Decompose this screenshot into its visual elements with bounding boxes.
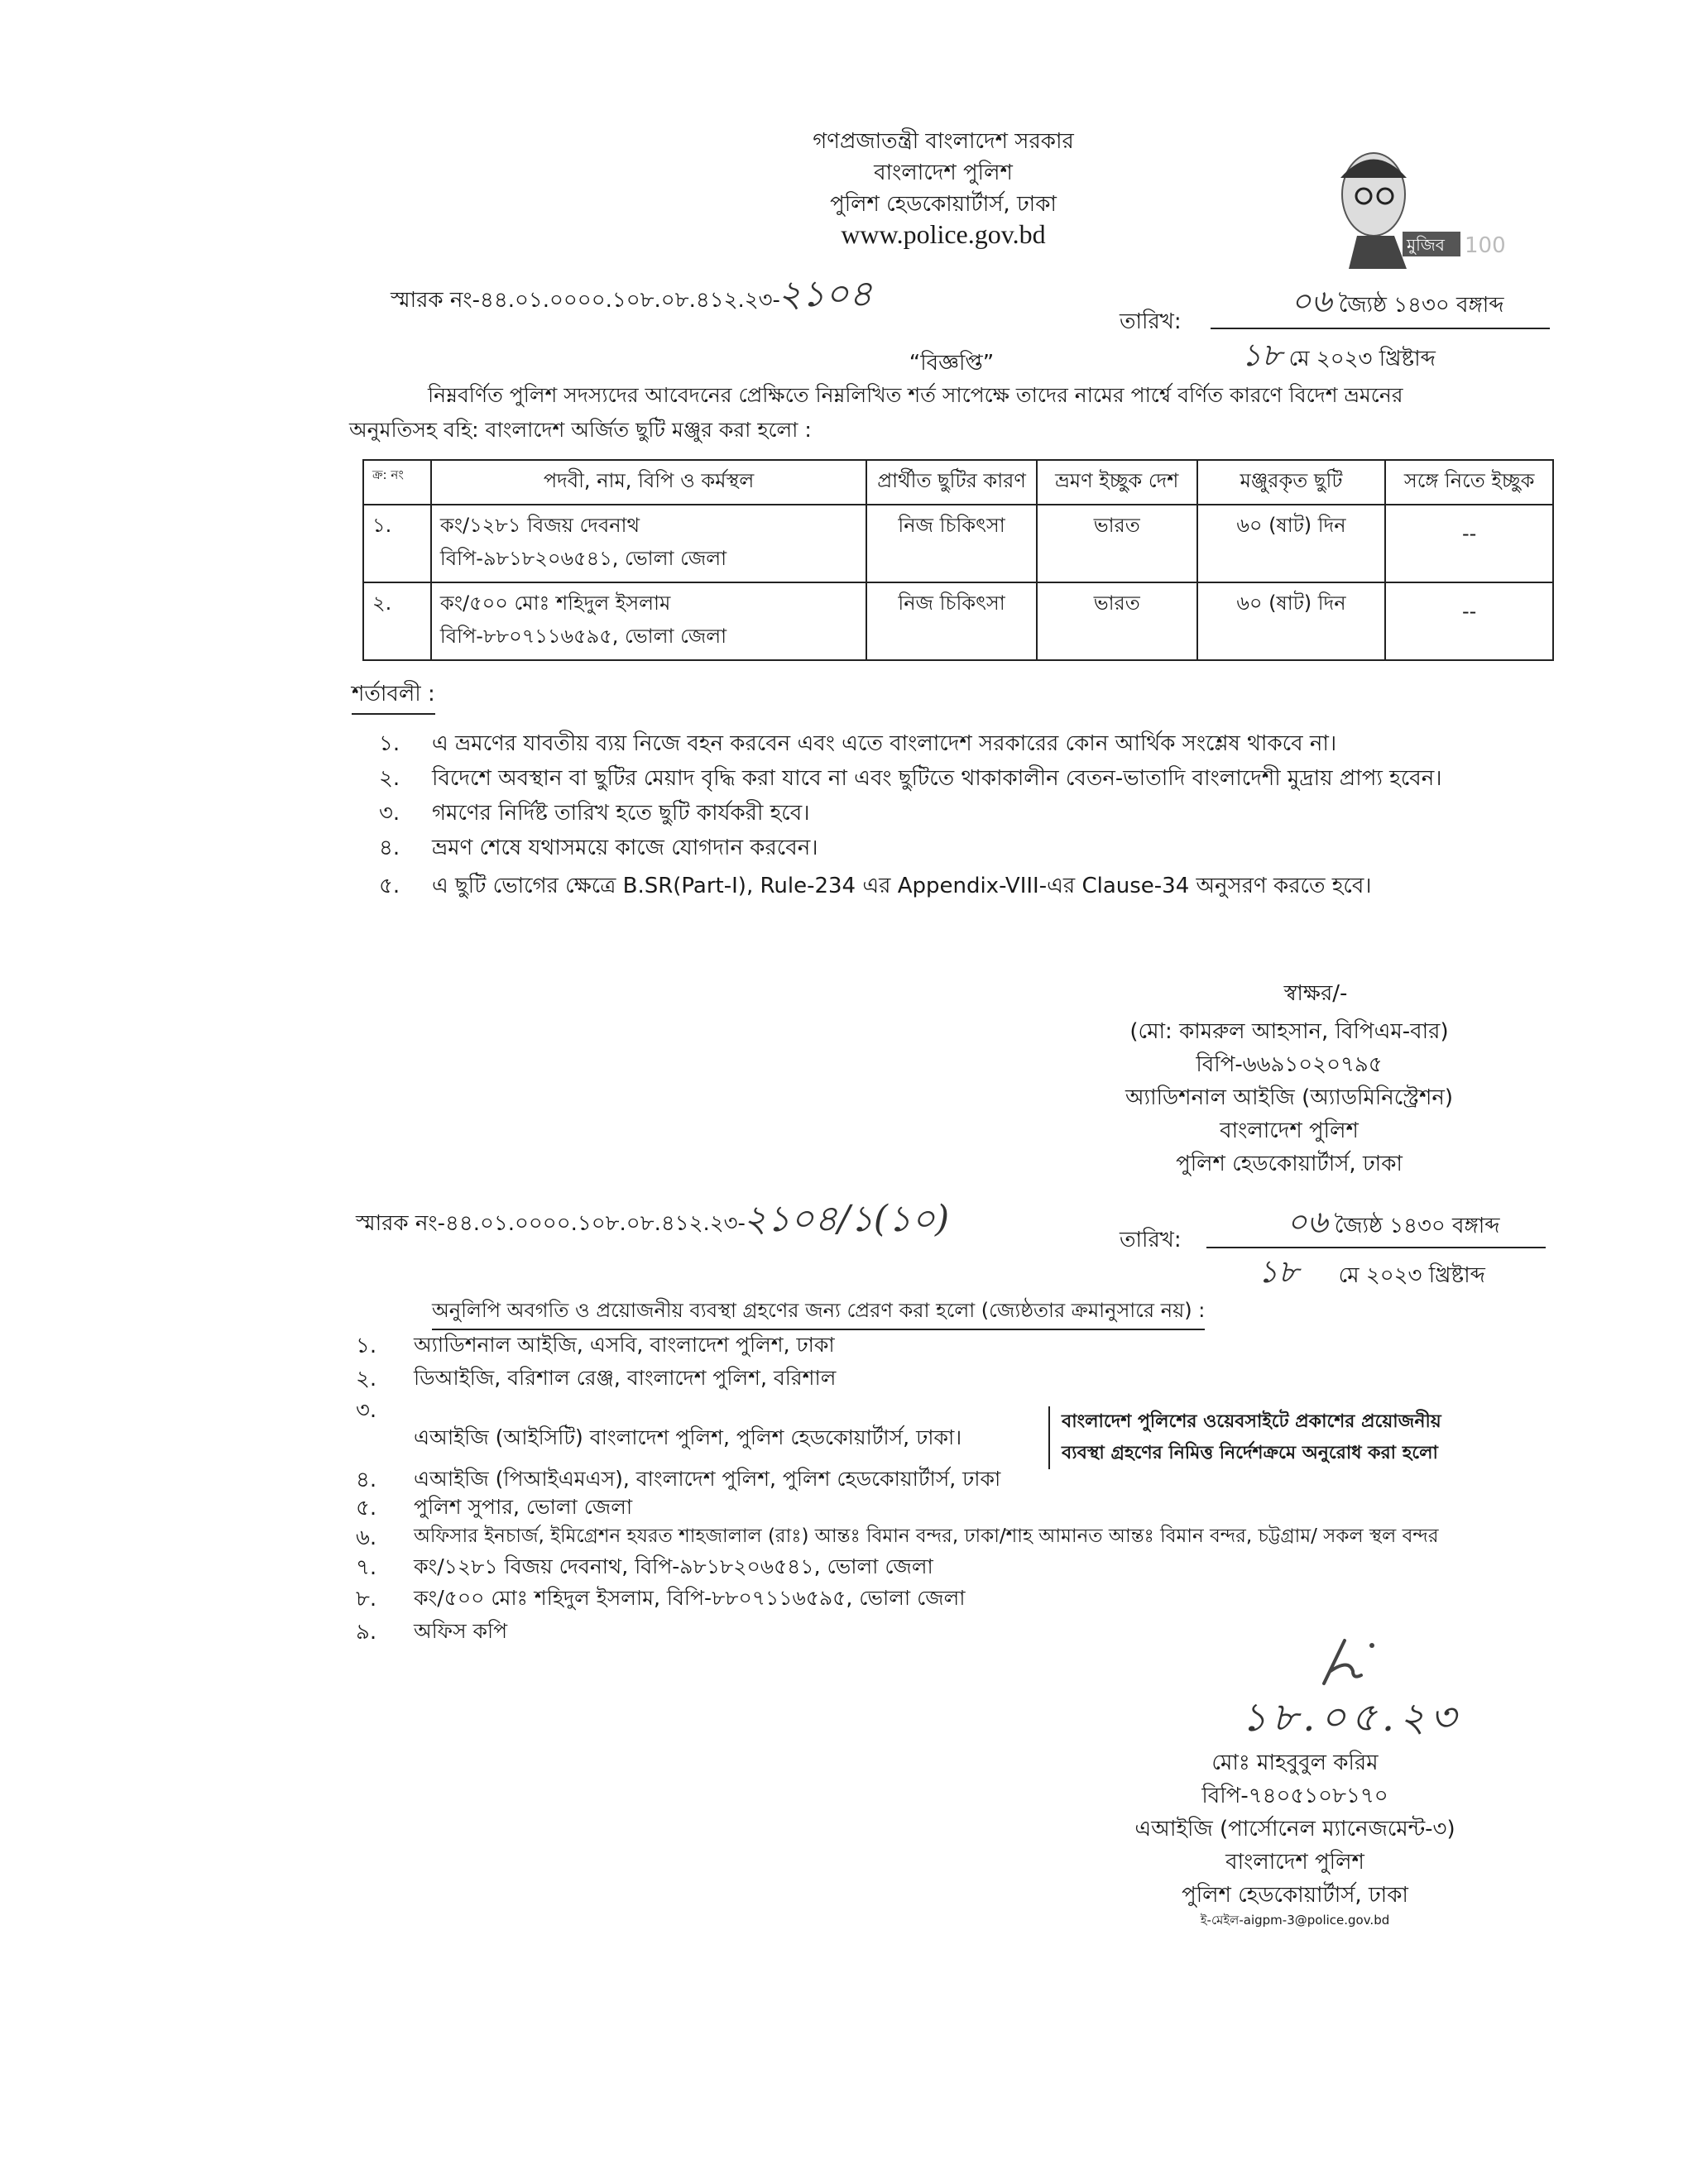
date-label: তারিখ: — [1120, 309, 1182, 334]
memo2-date-gregorian — [1258, 1248, 1485, 1300]
note-line: ব্যবস্থা গ্রহণের নিমিত্ত নির্দেশক্রমে অনুরোধ করা হলো — [1062, 1443, 1438, 1463]
signed-mark: স্বাক্ষর/- — [1283, 981, 1348, 1006]
copy-recipient: কং/৫০০ মোঃ শহিদুল ইসলাম, বিপি-৮৮০৭১১৬৫৯৫, ভোলা জেলা — [414, 1586, 966, 1610]
copy-recipient: কং/১২৮১ বিজয় দেবনাথ, বিপি-৯৮১৮২০৬৫৪১, ভোলা জেলা — [414, 1554, 933, 1578]
svg-text:মুজিব: মুজিব — [1407, 235, 1445, 255]
website-link[interactable]: www.police.gov.bd — [841, 219, 1046, 249]
condition-text: এ ছুটি ভোগের ক্ষেত্রে B.SR(Part-I), Rule-234 এর Appendix-VIII-এর Clause-34 অনুসরণ করতে হবে। — [432, 874, 1372, 898]
memo2-ref: স্মারক নং-৪৪.০১.০০০০.১০৮.০৮.৪১২.২৩- — [356, 1211, 746, 1236]
cell-sl: ১. — [363, 505, 431, 582]
signatory-dept: বাংলাদেশ পুলিশ — [1220, 1118, 1359, 1143]
date-greg-rest: মে ২০২৩ খ্রিষ্টাব্দ — [1338, 1263, 1485, 1288]
cell-country: ভারত — [1037, 582, 1197, 660]
cell-leave: ৬০ (ষাট) দিন — [1197, 582, 1386, 660]
date-bangla-day: ০৬ — [1287, 1204, 1328, 1240]
copy-recipient: অফিস কপি — [414, 1619, 508, 1643]
signatory-name: (মো: কামরুল আহসান, বিপিএম-বার) — [1129, 1019, 1449, 1044]
handwritten-signature — [1316, 1634, 1390, 1692]
cell-leave: ৬০ (ষাট) দিন — [1197, 505, 1386, 582]
office-name: পুলিশ হেডকোয়ার্টার্স, ঢাকা — [830, 192, 1057, 217]
copy-recipient: এআইজি (পিআইএমএস), বাংলাদেশ পুলিশ, পুলিশ হেডকোয়ার্টার্স, ঢাকা — [414, 1467, 1001, 1491]
cell-reason: নিজ চিকিৎসা — [866, 505, 1037, 582]
copy-number: ৪. — [356, 1468, 377, 1492]
leave-table — [362, 459, 1554, 661]
memo-ref: স্মারক নং-৪৪.০১.০০০০.১০৮.০৮.৪১২.২৩- — [391, 288, 780, 313]
signatory-bp: বিপি-৭৪০৫১০৮১৭০ — [1201, 1784, 1388, 1808]
signatory-name: মোঃ মাহবুবুল করিম — [1211, 1751, 1379, 1775]
table-row — [363, 582, 1553, 660]
cell-name — [431, 505, 866, 582]
copy-heading: অনুলিপি অবগতি ও প্রয়োজনীয় ব্যবস্থা গ্রহণের জন্য প্রেরণ করা হলো (জ্যেষ্ঠতার ক্রমানুসারে নয়) : — [432, 1296, 1205, 1330]
copy-number: ১. — [356, 1334, 377, 1358]
cell-bp-line: বিপি-৮৮০৭১১৬৫৯৫, ভোলা জেলা — [439, 625, 727, 648]
signatory-designation: অ্যাডিশনাল আইজি (অ্যাডমিনিস্ট্রেশন) — [1125, 1085, 1453, 1110]
website-publish-note — [1048, 1406, 1492, 1469]
condition-text: এ ভ্রমণের যাবতীয় ব্যয় নিজে বহন করবেন এবং এতে বাংলাদেশ সরকারের কোন আর্থিক সংশ্লেষ থাকবে না। — [432, 731, 1337, 756]
date-divider — [1211, 328, 1550, 329]
cell-country: ভারত — [1037, 505, 1197, 582]
date-gregorian — [1241, 331, 1436, 384]
signatory-dept: বাংলাদেশ পুলিশ — [1225, 1850, 1364, 1875]
note-line: বাংলাদেশ পুলিশের ওয়েবসাইটে প্রকাশের প্রয়োজনীয় — [1062, 1411, 1441, 1432]
intro-line-1: নিম্নবর্ণিত পুলিশ সদস্যদের আবেদনের প্রেক্ষিতে নিম্নলিখিত শর্ত সাপেক্ষে তাদের নামের পার্শ্বে বর্ণিত কারণে বিদেশ ভ্রমনের — [428, 383, 1403, 407]
date-greg-rest: মে ২০২৩ খ্রিষ্টাব্দ — [1288, 347, 1436, 371]
memo2-ref-handwritten: ২১০৪/১(১০) — [743, 1198, 950, 1240]
cell-name — [431, 582, 866, 660]
memo2-date-bangla — [1287, 1198, 1500, 1251]
cell-reason: নিজ চিকিৎসা — [866, 582, 1037, 660]
col-header-name: পদবী, নাম, বিপি ও কর্মস্থল — [431, 460, 866, 505]
intro-line-2: অনুমতিসহ বহি: বাংলাদেশ অর্জিত ছুটি মঞ্জুর করা হলো : — [349, 418, 812, 442]
condition-text: ভ্রমণ শেষে যথাসময়ে কাজে যোগদান করবেন। — [432, 836, 818, 860]
signature-date-handwritten: ১৮.০৫.২৩ — [1241, 1694, 1461, 1741]
notice-title: “বিজ্ঞপ্তি” — [909, 351, 995, 376]
copy-recipient: ডিআইজি, বরিশাল রেঞ্জ, বাংলাদেশ পুলিশ, বরিশাল — [414, 1366, 837, 1390]
condition-number: ১. — [379, 731, 400, 756]
conditions-title: শর্তাবলী : — [352, 677, 435, 715]
copy-number: ৬. — [356, 1525, 377, 1550]
cell-companion: -- — [1385, 505, 1553, 582]
condition-text: বিদেশে অবস্থান বা ছুটির মেয়াদ বৃদ্ধি করা যাবে না এবং ছুটিতে থাকাকালীন বেতন-ভাতাদি বাংলাদেশী মুদ্রায় প্রাপ্য হবেন। — [432, 766, 1442, 791]
date-greg-day: ১৮ — [1241, 337, 1283, 373]
condition-number: ২. — [379, 766, 400, 791]
condition-number: ৪. — [379, 836, 400, 860]
table-row — [363, 505, 1553, 582]
signatory-email[interactable]: ই-মেইল-aigpm-3@police.gov.bd — [1200, 1913, 1390, 1928]
copy-number: ২. — [356, 1367, 377, 1391]
cell-name-line: কং/১২৮১ বিজয় দেবনাথ — [439, 514, 640, 537]
copy-recipient: অফিসার ইনচার্জ, ইমিগ্রেশন হযরত শাহজালাল (রাঃ) আন্তঃ বিমান বন্দর, ঢাকা/শাহ আমানত আন্তঃ বিমান বন্দর, চট্টগ্রাম/ সকল স্থল বন্দর — [414, 1525, 1439, 1547]
cell-sl: ২. — [363, 582, 431, 660]
memo-ref-handwritten: ২১০৪ — [778, 273, 873, 315]
col-header-leave: মঞ্জুরকৃত ছুটি — [1197, 460, 1386, 505]
copy-recipient: অ্যাডিশনাল আইজি, এসবি, বাংলাদেশ পুলিশ, ঢাকা — [414, 1333, 835, 1357]
col-header-country: ভ্রমণ ইচ্ছুক দেশ — [1037, 460, 1197, 505]
cell-companion: -- — [1385, 582, 1553, 660]
copy-recipient: পুলিশ সুপার, ভোলা জেলা — [414, 1495, 633, 1519]
copy-number: ৫. — [356, 1496, 377, 1521]
signatory-bp: বিপি-৬৬৯১০২০৭৯৫ — [1196, 1052, 1383, 1077]
dept-name: বাংলাদেশ পুলিশ — [874, 160, 1013, 185]
date-bangla-day: ০৬ — [1291, 283, 1332, 319]
table-header-row — [363, 460, 1553, 505]
mujib-borsho-logo — [1316, 145, 1506, 269]
condition-number: ৩. — [379, 801, 400, 826]
date-bangla — [1291, 277, 1504, 330]
col-header-sl: ক্র: নং — [363, 460, 431, 505]
date-bangla-rest: জ্যৈষ্ঠ ১৪৩০ বঙ্গাব্দ — [1338, 293, 1504, 318]
copy-number: ৭. — [356, 1555, 377, 1580]
signatory-office: পুলিশ হেডকোয়ার্টার্স, ঢাকা — [1176, 1152, 1403, 1176]
memo2-date-label: তারিখ: — [1120, 1228, 1182, 1252]
copy-recipient: এআইজি (আইসিটি) বাংলাদেশ পুলিশ, পুলিশ হেডকোয়ার্টার্স, ঢাকা। — [414, 1425, 962, 1449]
condition-number: ৫. — [379, 874, 400, 898]
gov-name: গণপ্রজাতন্ত্রী বাংলাদেশ সরকার — [813, 129, 1074, 154]
col-header-companion: সঙ্গে নিতে ইচ্ছুক — [1385, 460, 1553, 505]
cell-bp-line: বিপি-৯৮১৮২০৬৫৪১, ভোলা জেলা — [439, 547, 727, 570]
date-greg-day: ১৮ — [1258, 1253, 1299, 1290]
signatory-designation: এআইজি (পার্সোনেল ম্যানেজমেন্ট-৩) — [1134, 1817, 1455, 1842]
copy-number: ৯. — [356, 1620, 377, 1645]
date-bangla-rest: জ্যৈষ্ঠ ১৪৩০ বঙ্গাব্দ — [1334, 1214, 1500, 1238]
cell-name-line: কং/৫০০ মোঃ শহিদুল ইসলাম — [439, 592, 671, 615]
copy-number: ৮. — [356, 1587, 377, 1612]
col-header-reason: প্রার্থীত ছুটির কারণ — [866, 460, 1037, 505]
svg-text:100: 100 — [1465, 233, 1506, 258]
copy-number: ৩. — [356, 1398, 377, 1423]
signatory-office: পুলিশ হেডকোয়ার্টার্স, ঢাকা — [1182, 1883, 1408, 1908]
condition-text: গমণের নির্দিষ্ট তারিখ হতে ছুটি কার্যকরী হবে। — [432, 801, 810, 826]
